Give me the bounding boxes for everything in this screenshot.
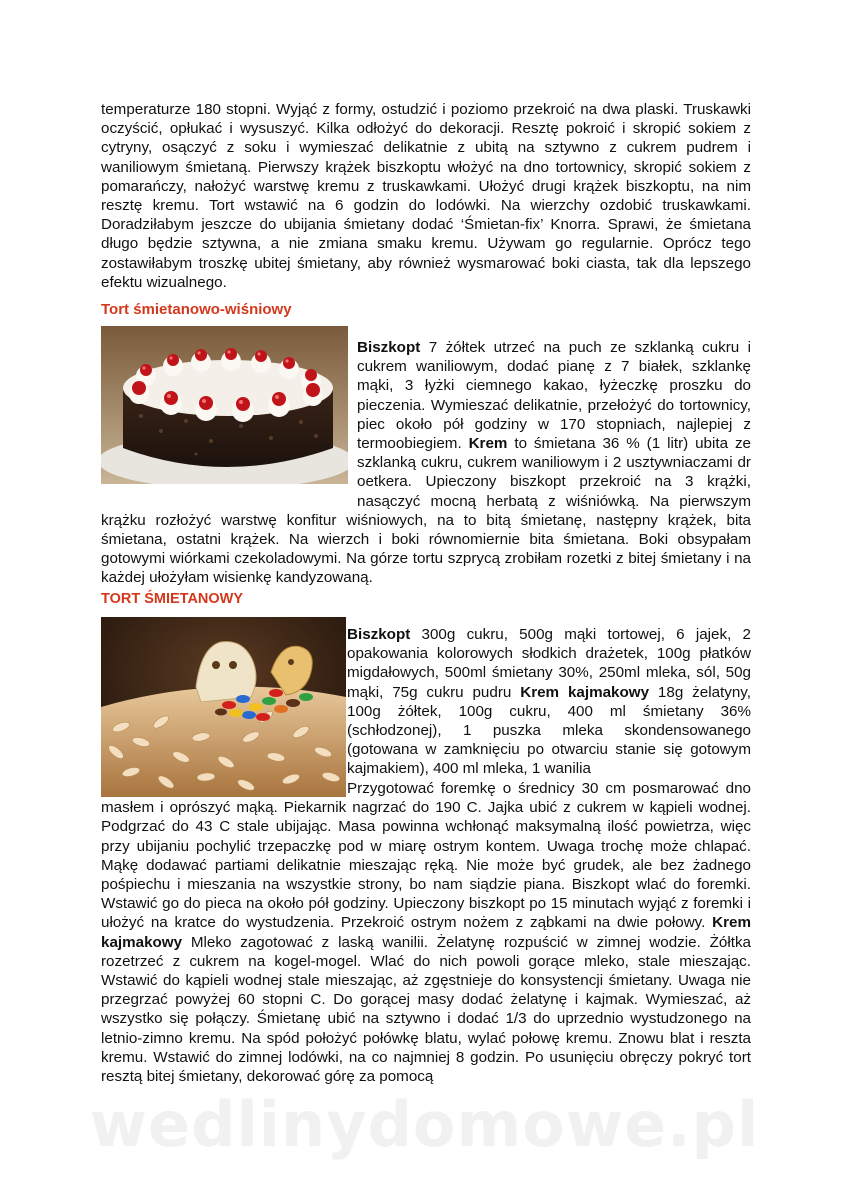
recipe1-label-krem: Krem: [468, 435, 508, 453]
intro-paragraph: [101, 100, 751, 292]
recipe1-text-biszkopt: 7 żółtek utrzeć na puch ze szklanką cukru i cukrem waniliowym, dodać pianę z 7 białek, szklankę mąki, 3 łyżki ciemnego kakao, łyżeczkę proszku do pieczenia. Wymieszać delikatnie, przełożyć do tortownicy, piec około pół godziny w 170 stopniach, najlepiej z termoobiegiem.: [357, 339, 751, 453]
cherry-cake-photo: [101, 326, 348, 484]
recipe1-title: Tort śmietanowo-wiśniowy: [101, 301, 292, 318]
intro-text: temperaturze 180 stopni. Wyjąć z formy, ostudzić i poziomo przekroić na dwa plaski. Truskawki oczyścić, opłukać i wysuszyć. Kilka odłożyć do dekoracji. Resztę pokroić i skropić sokiem z cytryny, osączyć z soku i wymieszać delikatnie z ubitą na sztywno z cukrem pudrem i waniliowym śmietaną. Pierwszy krążek biszkoptu włożyć na dno tortownicy, skropić sokiem z pomarańczy, nałożyć warstwę kremu z truskawkami. Ułożyć drugi krążek biszkoptu, na nim resztę kremu. Tort wstawić na 6 godzin do lodówki. Na wierzchy ozdobić truskawkami. Doradziłabym jeszcze do ubijania śmietany dodać ‘Śmietan-fix’ Knorra. Sprawi, że śmietana długo będzie sztywna, a nie zmiana smaku kremu. Używam go regularnie. Oprócz tego zostawiłabym troszkę ubitej śmietany, aby również wysmarować boki ciasta, tak dla lepszego efektu wizualnego.: [101, 101, 751, 291]
recipe1-label-biszkopt: Biszkopt: [357, 339, 421, 356]
recipe2-instructions: [101, 779, 751, 1086]
recipe2-text-biszkopt: 300g cukru, 500g mąki tortowej, 6 jajek, 2 opakowania kolorowych słodkich drażetek, 100g płatków migdałowych, 500ml śmietany 30%, 250ml mleka, sól, 50g mąki, 75g cukru pudru: [347, 626, 751, 701]
almond-cake-photo: [101, 617, 346, 797]
recipe2-instructions-text-2: Mleko zagotować z laską wanilii. Żelatynę rozpuścić w zimnej wodzie. Żółtka rozetrzeć z cukrem na kogel-mogel. Wlać do nich powoli gorące mleko, stale mieszając. Wstawić do kąpieli wodnej stale mieszając, aż zgęstnieje do konsystencji śmietany. Uwaga nie przegrzać powyżej 60 stopni C. Do gorącej masy dodać żelatynę i kajmak. Wymieszać, aż wszystko się połączy. Śmietanę ubić na sztywno i dodać 1/3 do uprzednio wystudzonego na letnio-zimno kremu. Na spód położyć połówkę blatu, wylać połowę kremu. Znowu blat i reszta kremu. Wstawić do zimnej lodówki, na co najmniej 8 godzin. Po usunięciu obręczy pokryć tort resztą bitej śmietany, dekorować górę za pomocą: [101, 933, 751, 1086]
recipe1-text-krem: to śmietana 36 % (1 litr) ubita ze szklanką cukru, cukrem waniliowym i 2 usztywniaczami dr oetkera. Upieczony biszkopt przekroić na 3 krążki, nasączyć mocną herbatą z wiśniówką. Na pierwszym krążku rozłożyć warstwę konfitur wiśniowych, na to bitą śmietanę, następny krążek, bita śmietana, ostatni krążek. Na wierzch i boki równomiernie bita śmietana. Boki obsypałam gotowymi wiórkami czekoladowymi. Na górze tortu szprycą zrobiłam rozetki z bitej śmietany i na każdej ułożyłam wisienkę kandyzowaną.: [101, 435, 751, 587]
recipe2-label-krem: Krem kajmakowy: [520, 683, 650, 701]
recipe2-text-krem: 18g żelatyny, 100g żółtek, 100g cukru, 400 ml śmietany 36% (schłodzonej), 1 puszka mleka skondensowanego (gotowana w zamknięciu po otwarciu stanie się gotowym kajmakiem), 400 ml mleka, 1 wanilia: [347, 683, 751, 778]
watermark: wedlinydomowe.pl: [89, 1088, 760, 1161]
recipe2-label-krem-2: Krem kajmakowy: [101, 914, 751, 951]
recipe2-instructions-text: Przygotować foremkę o średnicy 30 cm posmarować dno masłem i oprószyć mąką. Piekarnik nagrzać do 190 C. Jajka ubić z cukrem w kąpieli wodnej. Podgrzać do 43 C stale ubijając. Masa powinna wchłonąć maksymalną ilość powietrza, więc przy ubijaniu pochylić trzepaczkę pod w miarę ostrym kontem. Uwaga trochę może chlapać. Mąkę dodawać partiami delikatnie mieszając ręką. Nie może być grudek, ale bez żadnego pośpiechu i mieszania na wszystkie strony, bo nam siądzie piana. Biszkopt wlać do foremki. Wstawić go do pieca na około pół godziny. Upieczony biszkopt po 15 minutach wyjąć z foremki i ułożyć na kratce do wystudzenia. Przekroić ostrym nożem z ząbkami na dwie połowy.: [101, 780, 751, 932]
recipe2-title: TORT ŚMIETANOWY: [101, 591, 244, 607]
recipe2-label-biszkopt: Biszkopt: [347, 626, 411, 643]
